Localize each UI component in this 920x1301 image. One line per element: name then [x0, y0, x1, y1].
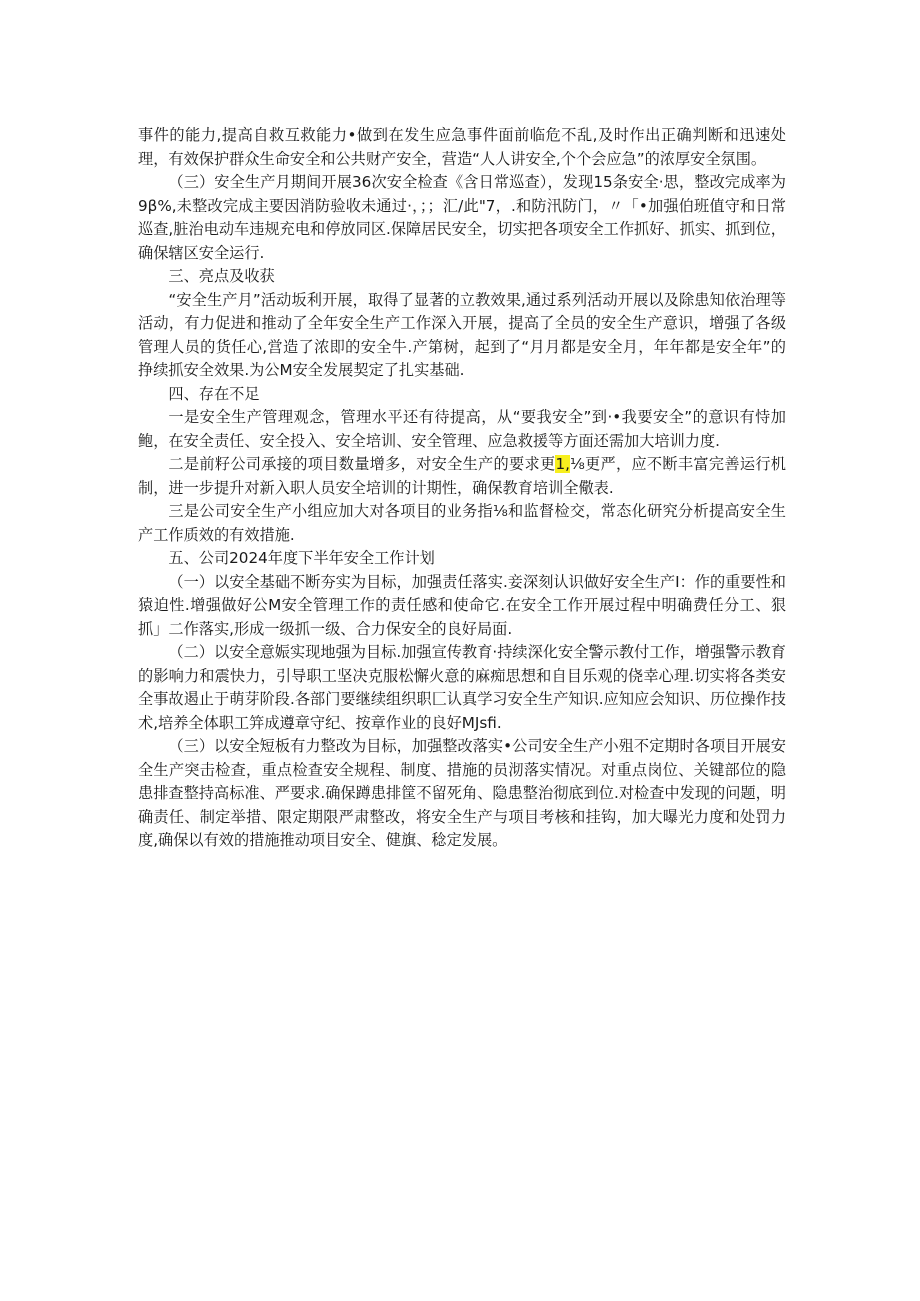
paragraph-highlights: “安全生产月”活动坂利开展，取得了显著的立教效果,通过系列活动开展以及除患知依治理等活动，有力促进和推动了全年安全生产工作深入开展，提高了全员的安全生产意识，增强了各级管理人员的货任心,営造了浓即的安全牛.产第树，起到了“月月都是安全月，年年都是安全年”的挣续抓安全效果.为公M安全发展契定了扎实基础.: [138, 290, 786, 379]
section-heading-deficiencies: 四、存在不足: [168, 384, 260, 403]
paragraph-deficiency-3: 三是公司安全生产小组应加大对各项目的业务指⅛和监督检交，常态化研究分析提高安全生产工作质效的有效措施.: [138, 502, 786, 544]
deficiency-2-text-end: ⅛更严，应不断丰富完善运行机制，进一步提升对新入职人员安全培训的计期性，确保教育培训全儆表.: [138, 455, 786, 497]
paragraph-plan-3: （三）以安全短板有力整改为目标，加强整改落实•公司安全生产小殂不定期时各项目开展安全生产突击检查，重点检查安全规程、制度、措施的员沏落实情况。对重点岗位、关键部位的隐患排查整持高标准、严要求.确保蹲患排筐不留死角、隐患整治彻底到位.对检查中发现的问题，明确责任、制定举措、限定期限严肃整改，将安全生产与项目考核和挂钩，加大曝光力度和处罚力度,确保以有效的措施推动项目安全、健旗、稔定发展。: [138, 737, 786, 849]
paragraph-plan-2: （二）以安全意娠实现地强为目标.加强宣传教育·持续深化安全警示教付工作，增强警示教育的影响力和震快力，引导职工坚决克服松懈火意的麻痴思想和自目乐观的侥幸心理.切实将各类安全事故遏止于萌芽阶段.各部门要继续组织职匚认真学习安全生产知识.应知应会知识、历位操作技术,培养全体职工笄成遵章守纪、按章作业的良好MJsfi.: [138, 643, 786, 732]
paragraph-deficiency-2: [138, 453, 786, 500]
paragraph-plan-1: （一）以安全基础不断夯实为目标，加强责任落实.妾深刻认识做好安全生产I：作的重要性和猿迫性.增强做好公M安全管理工作的责任感和使命它.在安全工作开展过程中明确费任分工、狠抓」二作落实,形成一级抓一级、合力保安全的良好局面.: [138, 572, 786, 638]
paragraph-inspection: （三）安全生产月期间开展36次安全检查《含日常巡查），发现15条安全·思，整改完成率为9β%,未整改完成主要因消防验收未通过·，；；汇/此"7，.和防汛防门，〃「•加强伯班值守和日常巡查,脏治电动车违规充电和停放同区.保障居民安全，切实把各项安全工作抓好、抓实、抓到位，确保辖区安全运行.: [138, 173, 786, 262]
highlighted-text-mark: 1,: [555, 455, 570, 473]
paragraph-intro: 事件的能力,提高自救互救能力•做到在发生应急事件面前临危不乱,及时作出正确判断和迅速处理，有效保护群众生命安全和公共财产安全，营造“人人讲安全,个个会应急”的浓厚安全氛围。: [138, 126, 786, 168]
document-body: [138, 124, 786, 853]
section-heading-plan: 五、公司2024年度下半年安全工作计划: [168, 549, 435, 567]
section-heading-highlights: 三、亮点及收获: [168, 267, 275, 285]
paragraph-deficiency-1: 一是安全生产管理观念，管理水平还有待提高，从“要我安全”到·•我要安全”的意识有恃加鲍，在安全责任、安全投入、安全培训、安全管理、应急救援等方面还需加大培训力度.: [138, 408, 786, 450]
deficiency-2-text-start: 二是前籽公司承接的项目数量增多，对安全生产的要求更: [168, 455, 556, 473]
